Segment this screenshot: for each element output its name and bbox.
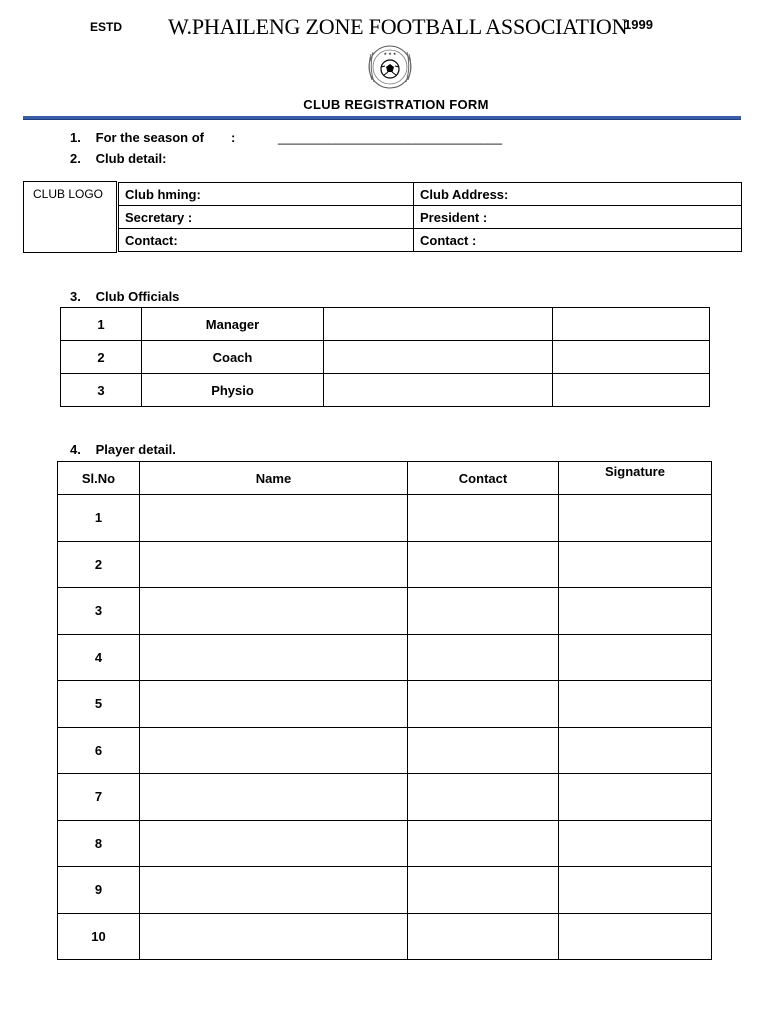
- player-signature-cell[interactable]: [559, 867, 712, 914]
- column-header-name: Name: [140, 462, 408, 495]
- player-name-cell[interactable]: [140, 913, 408, 960]
- player-slno: 8: [58, 820, 140, 867]
- player-contact-cell[interactable]: [408, 681, 559, 728]
- player-slno: 5: [58, 681, 140, 728]
- football-emblem-icon: [363, 42, 417, 92]
- official-extra-cell[interactable]: [553, 308, 710, 341]
- club-detail-table: [118, 182, 742, 252]
- official-number: 2: [61, 341, 142, 374]
- official-role: Manager: [142, 308, 324, 341]
- column-header-slno: Sl.No: [58, 462, 140, 495]
- club-logo-box[interactable]: CLUB LOGO: [23, 181, 117, 253]
- player-signature-cell[interactable]: [559, 727, 712, 774]
- section-number: 4.: [70, 442, 81, 457]
- estd-label: ESTD: [90, 20, 123, 34]
- player-name-cell[interactable]: [140, 541, 408, 588]
- season-blank-field[interactable]: _______________________________: [278, 130, 503, 145]
- section-number: 1.: [70, 130, 81, 145]
- official-number: 1: [61, 308, 142, 341]
- form-title: CLUB REGISTRATION FORM: [303, 97, 489, 112]
- official-role: Physio: [142, 374, 324, 407]
- club-officials-label: Club Officials: [95, 289, 180, 304]
- player-name-cell[interactable]: [140, 727, 408, 774]
- player-slno: 6: [58, 727, 140, 774]
- player-name-cell[interactable]: [140, 681, 408, 728]
- table-row: [58, 634, 712, 681]
- player-contact-cell[interactable]: [408, 634, 559, 681]
- player-name-cell[interactable]: [140, 774, 408, 821]
- president-contact-field[interactable]: Contact :: [414, 229, 742, 252]
- header-divider: [23, 116, 741, 120]
- club-officials-heading: [70, 289, 179, 304]
- player-contact-cell[interactable]: [408, 774, 559, 821]
- table-row: [58, 913, 712, 960]
- player-name-cell[interactable]: [140, 495, 408, 542]
- official-row: [61, 374, 710, 407]
- player-signature-cell[interactable]: [559, 495, 712, 542]
- table-row: [58, 774, 712, 821]
- player-name-cell[interactable]: [140, 588, 408, 635]
- svg-text:★ ★ ★: ★ ★ ★: [383, 51, 397, 56]
- official-name-cell[interactable]: [324, 341, 553, 374]
- player-contact-cell[interactable]: [408, 867, 559, 914]
- player-detail-label: Player detail.: [95, 442, 176, 457]
- table-row: [58, 495, 712, 542]
- player-slno: 10: [58, 913, 140, 960]
- table-header-row: [58, 462, 712, 495]
- season-colon: :: [231, 130, 236, 145]
- secretary-field[interactable]: Secretary :: [119, 206, 414, 229]
- official-extra-cell[interactable]: [553, 374, 710, 407]
- player-signature-cell[interactable]: [559, 913, 712, 960]
- secretary-contact-field[interactable]: Contact:: [119, 229, 414, 252]
- club-name-field[interactable]: Club hming:: [119, 183, 414, 206]
- player-contact-cell[interactable]: [408, 820, 559, 867]
- club-officials-table: [60, 307, 710, 407]
- player-name-cell[interactable]: [140, 867, 408, 914]
- season-label: For the season of: [95, 130, 204, 145]
- player-signature-cell[interactable]: [559, 588, 712, 635]
- player-signature-cell[interactable]: [559, 774, 712, 821]
- club-detail-heading: [70, 151, 166, 166]
- player-slno: 7: [58, 774, 140, 821]
- column-header-signature: Signature: [559, 462, 712, 495]
- player-contact-cell[interactable]: [408, 588, 559, 635]
- player-contact-cell[interactable]: [408, 541, 559, 588]
- player-signature-cell[interactable]: [559, 541, 712, 588]
- player-contact-cell[interactable]: [408, 495, 559, 542]
- season-line: [70, 130, 204, 145]
- official-extra-cell[interactable]: [553, 341, 710, 374]
- section-number: 2.: [70, 151, 81, 166]
- president-field[interactable]: President :: [414, 206, 742, 229]
- player-detail-table: [57, 461, 712, 960]
- player-signature-cell[interactable]: [559, 820, 712, 867]
- player-name-cell[interactable]: [140, 820, 408, 867]
- official-name-cell[interactable]: [324, 374, 553, 407]
- player-slno: 3: [58, 588, 140, 635]
- table-row: [58, 820, 712, 867]
- column-header-contact: Contact: [408, 462, 559, 495]
- table-row: [58, 727, 712, 774]
- established-year: 1999: [624, 17, 653, 32]
- player-signature-cell[interactable]: [559, 681, 712, 728]
- player-contact-cell[interactable]: [408, 727, 559, 774]
- table-row: [58, 541, 712, 588]
- player-slno: 2: [58, 541, 140, 588]
- player-slno: 9: [58, 867, 140, 914]
- player-slno: 4: [58, 634, 140, 681]
- player-name-cell[interactable]: [140, 634, 408, 681]
- section-number: 3.: [70, 289, 81, 304]
- player-detail-heading: [70, 442, 176, 457]
- official-number: 3: [61, 374, 142, 407]
- table-row: [58, 588, 712, 635]
- club-address-field[interactable]: Club Address:: [414, 183, 742, 206]
- official-row: [61, 341, 710, 374]
- club-detail-label: Club detail:: [95, 151, 167, 166]
- official-name-cell[interactable]: [324, 308, 553, 341]
- player-signature-cell[interactable]: [559, 634, 712, 681]
- table-row: [58, 867, 712, 914]
- official-row: [61, 308, 710, 341]
- player-slno: 1: [58, 495, 140, 542]
- association-title: W.PHAILENG ZONE FOOTBALL ASSOCIATION: [168, 14, 628, 39]
- player-contact-cell[interactable]: [408, 913, 559, 960]
- official-role: Coach: [142, 341, 324, 374]
- table-row: [58, 681, 712, 728]
